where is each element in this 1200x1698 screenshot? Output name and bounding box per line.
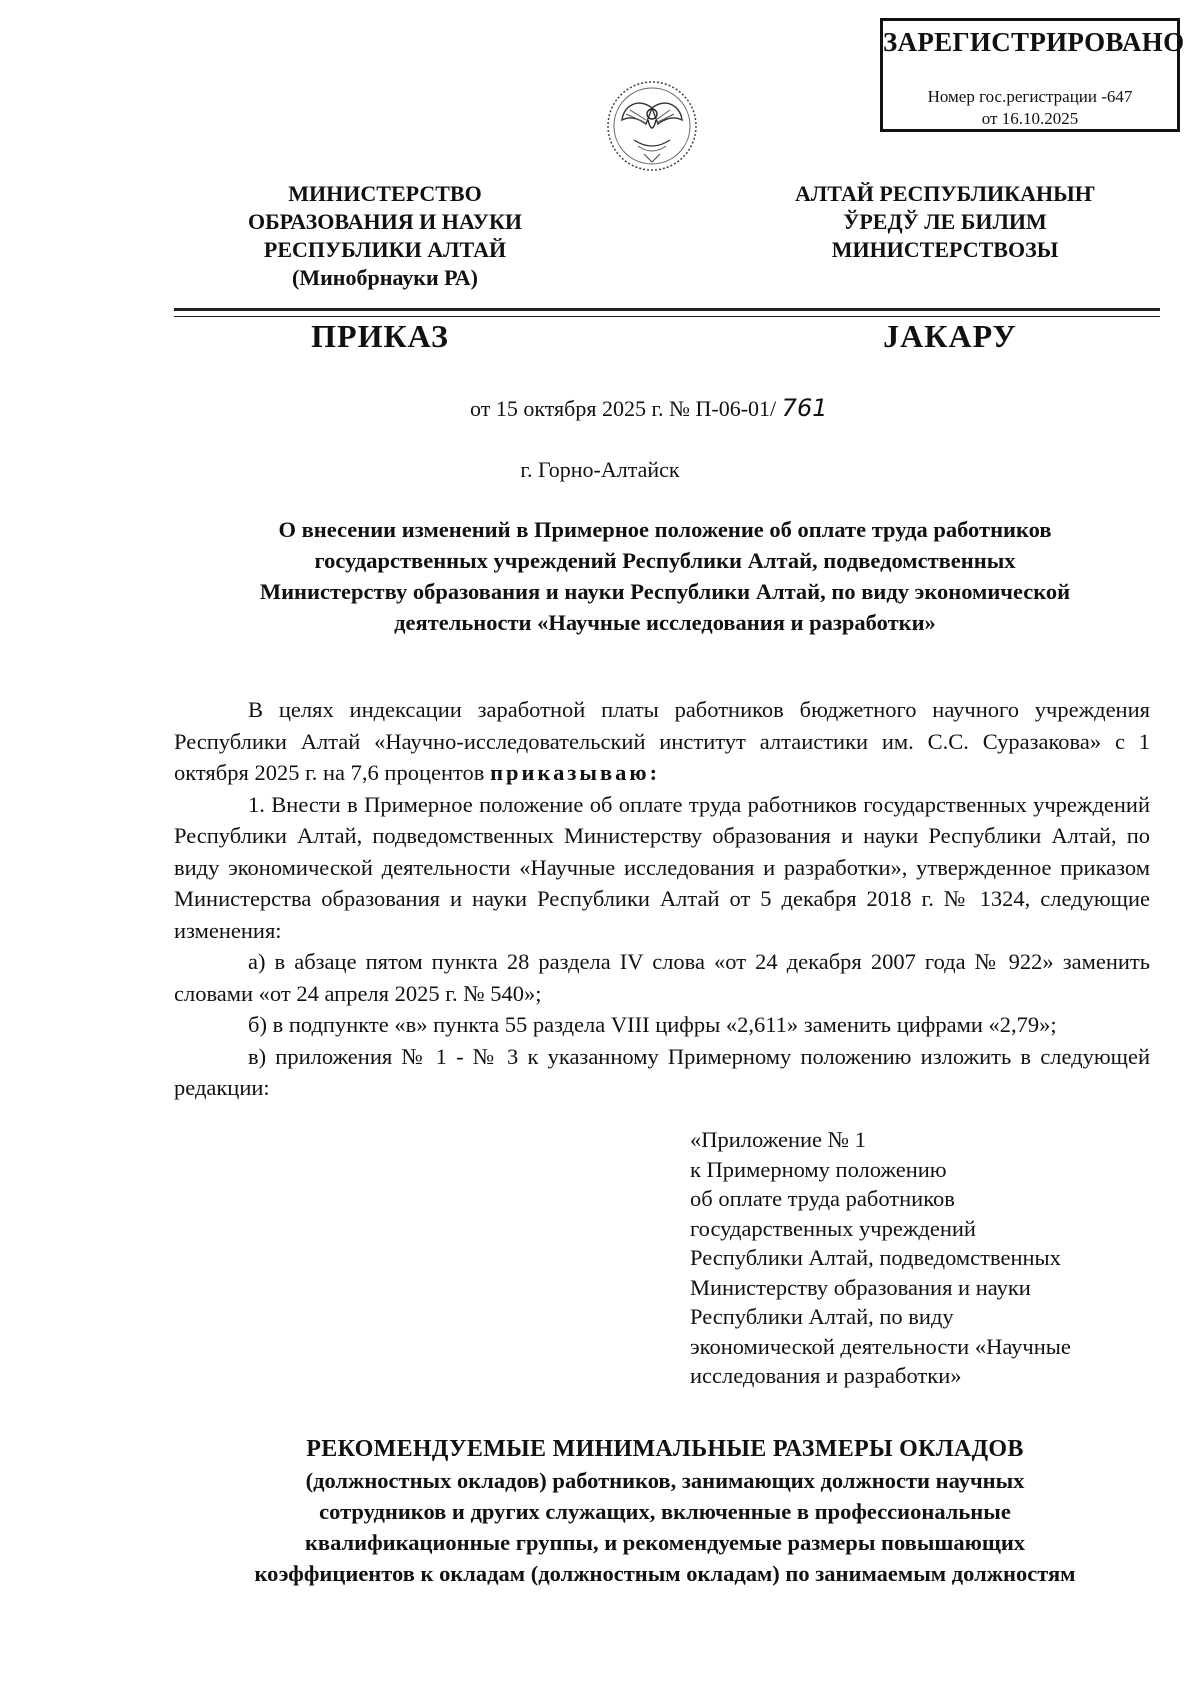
item-1: 1. Внести в Примерное положение об оплате труда работников государственных учреждений Республики Алтай, подведомственных Министерству образования и науки Республики Алтай, по виду экономической деятельности «Научные исследования и разработки», утвержденное приказом Министерства образования и науки Республики Алтай от 5 декабря 2018 г. № 1324, следующие изменения:: [174, 791, 1150, 943]
order-body: [174, 694, 1150, 1104]
appendix-header: «Приложение № 1 к Примерному положению об оплате труда работников государственных учреждений Республики Алтай, подведомственных Министерству образования и науки Республики Алтай, по виду экономической деятельности «Научные исследования и разработки»: [690, 1127, 1071, 1388]
stamp-title: ЗАРЕГИСТРИРОВАНО: [883, 27, 1185, 57]
order-city: г. Горно-Алтайск: [520, 457, 680, 482]
intro-paragraph: В целях индексации заработной платы работников бюджетного научного учреждения Республики Алтай «Научно-исследовательский институт алтаистики им. С.С. Суразакова» с 1 октября 2025 г. на 7,6 процентов приказываю:: [174, 697, 1150, 785]
header-divider-thin: [174, 316, 1160, 317]
header-divider: [174, 308, 1160, 311]
order-date-prefix: от 15 октября 2025 г. № П-06-01/: [470, 396, 777, 421]
doc-type-ru: ПРИКАЗ: [311, 318, 449, 354]
salary-table-title: РЕКОМЕНДУЕМЫЕ МИНИМАЛЬНЫЕ РАЗМЕРЫ ОКЛАДОВ (должностных окладов) работников, занимающих должности научных сотрудников и других служащих, включенные в профессиональные квалификационные группы, и рекомендуемые размеры повышающих коэффициентов к окладам (должностным окладам) по занимаемым должностям: [254, 1436, 1076, 1586]
handwritten-order-number: 761: [781, 394, 828, 422]
stamp-reg-number: Номер гос.регистрации -647: [927, 87, 1133, 106]
item-b: б) в подпункте «в» пункта 55 раздела VIII цифры «2,611» заменить цифрами «2,79»;: [248, 1012, 1057, 1037]
item-a: а) в абзаце пятом пункта 28 раздела IV слова «от 24 декабря 2007 года № 922» заменить словами «от 24 апреля 2025 г. № 540»;: [174, 949, 1150, 1006]
registration-stamp: [880, 18, 1185, 132]
ministry-name-altai: АЛТАЙ РЕСПУБЛИКАНЫҤ ЎРЕДЎ ЛЕ БИЛИМ МИНИСТЕРСТВОЗЫ: [795, 181, 1095, 262]
doc-type-altai: ЈАКАРУ: [883, 318, 1017, 354]
order-date-number: [470, 394, 827, 422]
command-word: приказываю:: [490, 760, 661, 785]
item-c: в) приложения № 1 - № 3 к указанному Примерному положению изложить в следующей редакции:: [174, 1043, 1150, 1100]
coat-of-arms-icon: [604, 78, 700, 174]
stamp-reg-date: от 16.10.2025: [981, 109, 1079, 128]
ministry-name-ru: МИНИСТЕРСТВО ОБРАЗОВАНИЯ И НАУКИ РЕСПУБЛИКИ АЛТАЙ (Минобрнауки РА): [247, 181, 523, 290]
order-title: О внесении изменений в Примерное положение об оплате труда работников государственных учреждений Республики Алтай, подведомственных Министерству образования и науки Республики Алтай, по виду экономической деятельности «Научные исследования и разработки»: [259, 517, 1071, 635]
